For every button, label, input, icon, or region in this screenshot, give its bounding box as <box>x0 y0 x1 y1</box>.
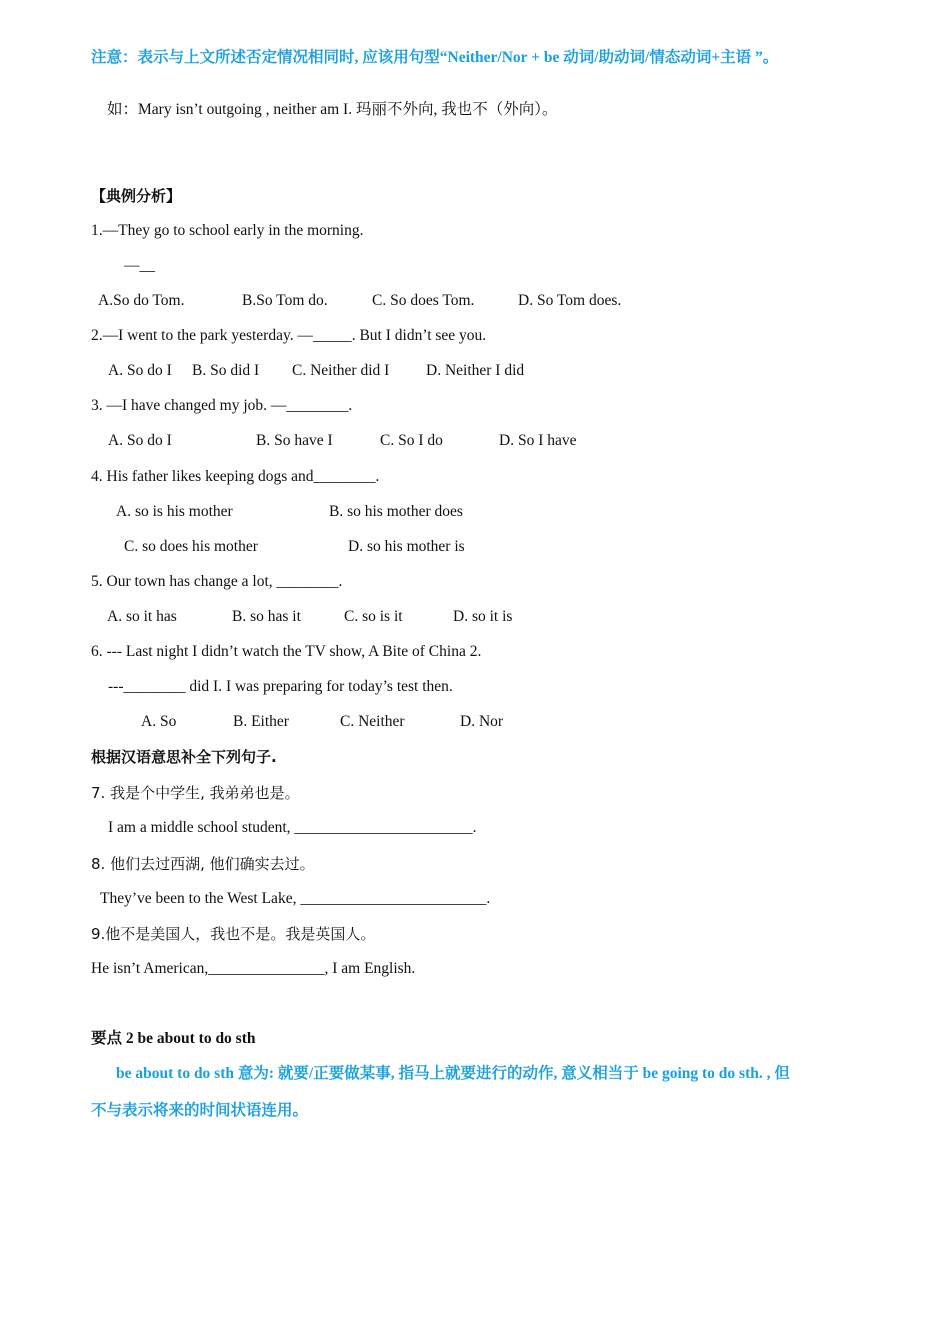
q2-option-c: C. Neither did I <box>292 362 390 379</box>
q6-reply: ---________ did I. I was preparing for today’s test then. <box>108 678 453 695</box>
q1-option-d: D. So Tom does. <box>518 292 622 309</box>
q5-option-d: D. so it is <box>453 608 513 625</box>
q5-stem: 5. Our town has change a lot, ________. <box>91 573 343 590</box>
q1-stem: 1.—They go to school early in the morning. <box>91 222 364 239</box>
q5-option-a: A. so it has <box>107 608 177 625</box>
section-title: 【典例分析】 <box>91 187 182 205</box>
q2-option-d: D. Neither I did <box>426 362 525 379</box>
translate-title: 根据汉语意思补全下列句子. <box>91 748 277 766</box>
q8-chinese: 8. 他们去过西湖, 他们确实去过。 <box>91 855 315 873</box>
q3-option-c: C. So I do <box>380 432 443 449</box>
q6-option-b: B. Either <box>233 713 289 730</box>
q2-stem: 2.—I went to the park yesterday. —_____. But I didn’t see you. <box>91 327 487 344</box>
q1-option-b: B.So Tom do. <box>242 292 328 309</box>
q1-reply: —__ <box>124 257 155 274</box>
q7-english: I am a middle school student, _______________________. <box>108 819 477 836</box>
q5-option-b: B. so has it <box>232 608 301 625</box>
point2-title: 要点 2 be about to do sth <box>91 1030 256 1047</box>
q5-option-c: C. so is it <box>344 608 403 625</box>
q4-option-d: D. so his mother is <box>348 538 465 555</box>
q1-option-c: C. So does Tom. <box>372 292 475 309</box>
q4-option-c: C. so does his mother <box>124 538 258 555</box>
q2-option-a: A. So do I <box>108 362 172 379</box>
q1-option-a: A.So do Tom. <box>98 292 185 309</box>
q8-english: They’ve been to the West Lake, ________________________. <box>100 890 491 907</box>
point2-desc-line2: 不与表示将来的时间状语连用。 <box>91 1102 309 1119</box>
q6-option-a: A. So <box>141 713 177 730</box>
q7-chinese: 7. 我是个中学生, 我弟弟也是。 <box>91 784 300 802</box>
q2-option-b: B. So did I <box>192 362 260 379</box>
q4-stem: 4. His father likes keeping dogs and________. <box>91 468 380 485</box>
q3-option-a: A. So do I <box>108 432 172 449</box>
q3-option-d: D. So I have <box>499 432 577 449</box>
point2-desc-line1: be about to do sth 意为: 就要/正要做某事, 指马上就要进行的动作, 意义相当于 be going to do sth. , 但 <box>116 1065 790 1082</box>
q6-option-c: C. Neither <box>340 713 405 730</box>
q6-stem: 6. --- Last night I didn’t watch the TV show, A Bite of China 2. <box>91 643 482 660</box>
note-example: 如：Mary isn’t outgoing , neither am I. 玛丽不外向, 我也不（外向）。 <box>107 101 558 118</box>
q9-english: He isn’t American,_______________, I am English. <box>91 960 416 977</box>
q4-option-a: A. so is his mother <box>116 503 233 520</box>
q3-option-b: B. So have I <box>256 432 333 449</box>
note-text: 注意：表示与上文所述否定情况相同时, 应该用句型“Neither/Nor + be 动词/助动词/情态动词+主语 ”。 <box>91 49 779 66</box>
q9-chinese: 9.他不是美国人，我也不是。我是英国人。 <box>91 925 376 943</box>
q4-option-b: B. so his mother does <box>329 503 463 520</box>
q6-option-d: D. Nor <box>460 713 504 730</box>
q3-stem: 3. —I have changed my job. —________. <box>91 397 353 414</box>
